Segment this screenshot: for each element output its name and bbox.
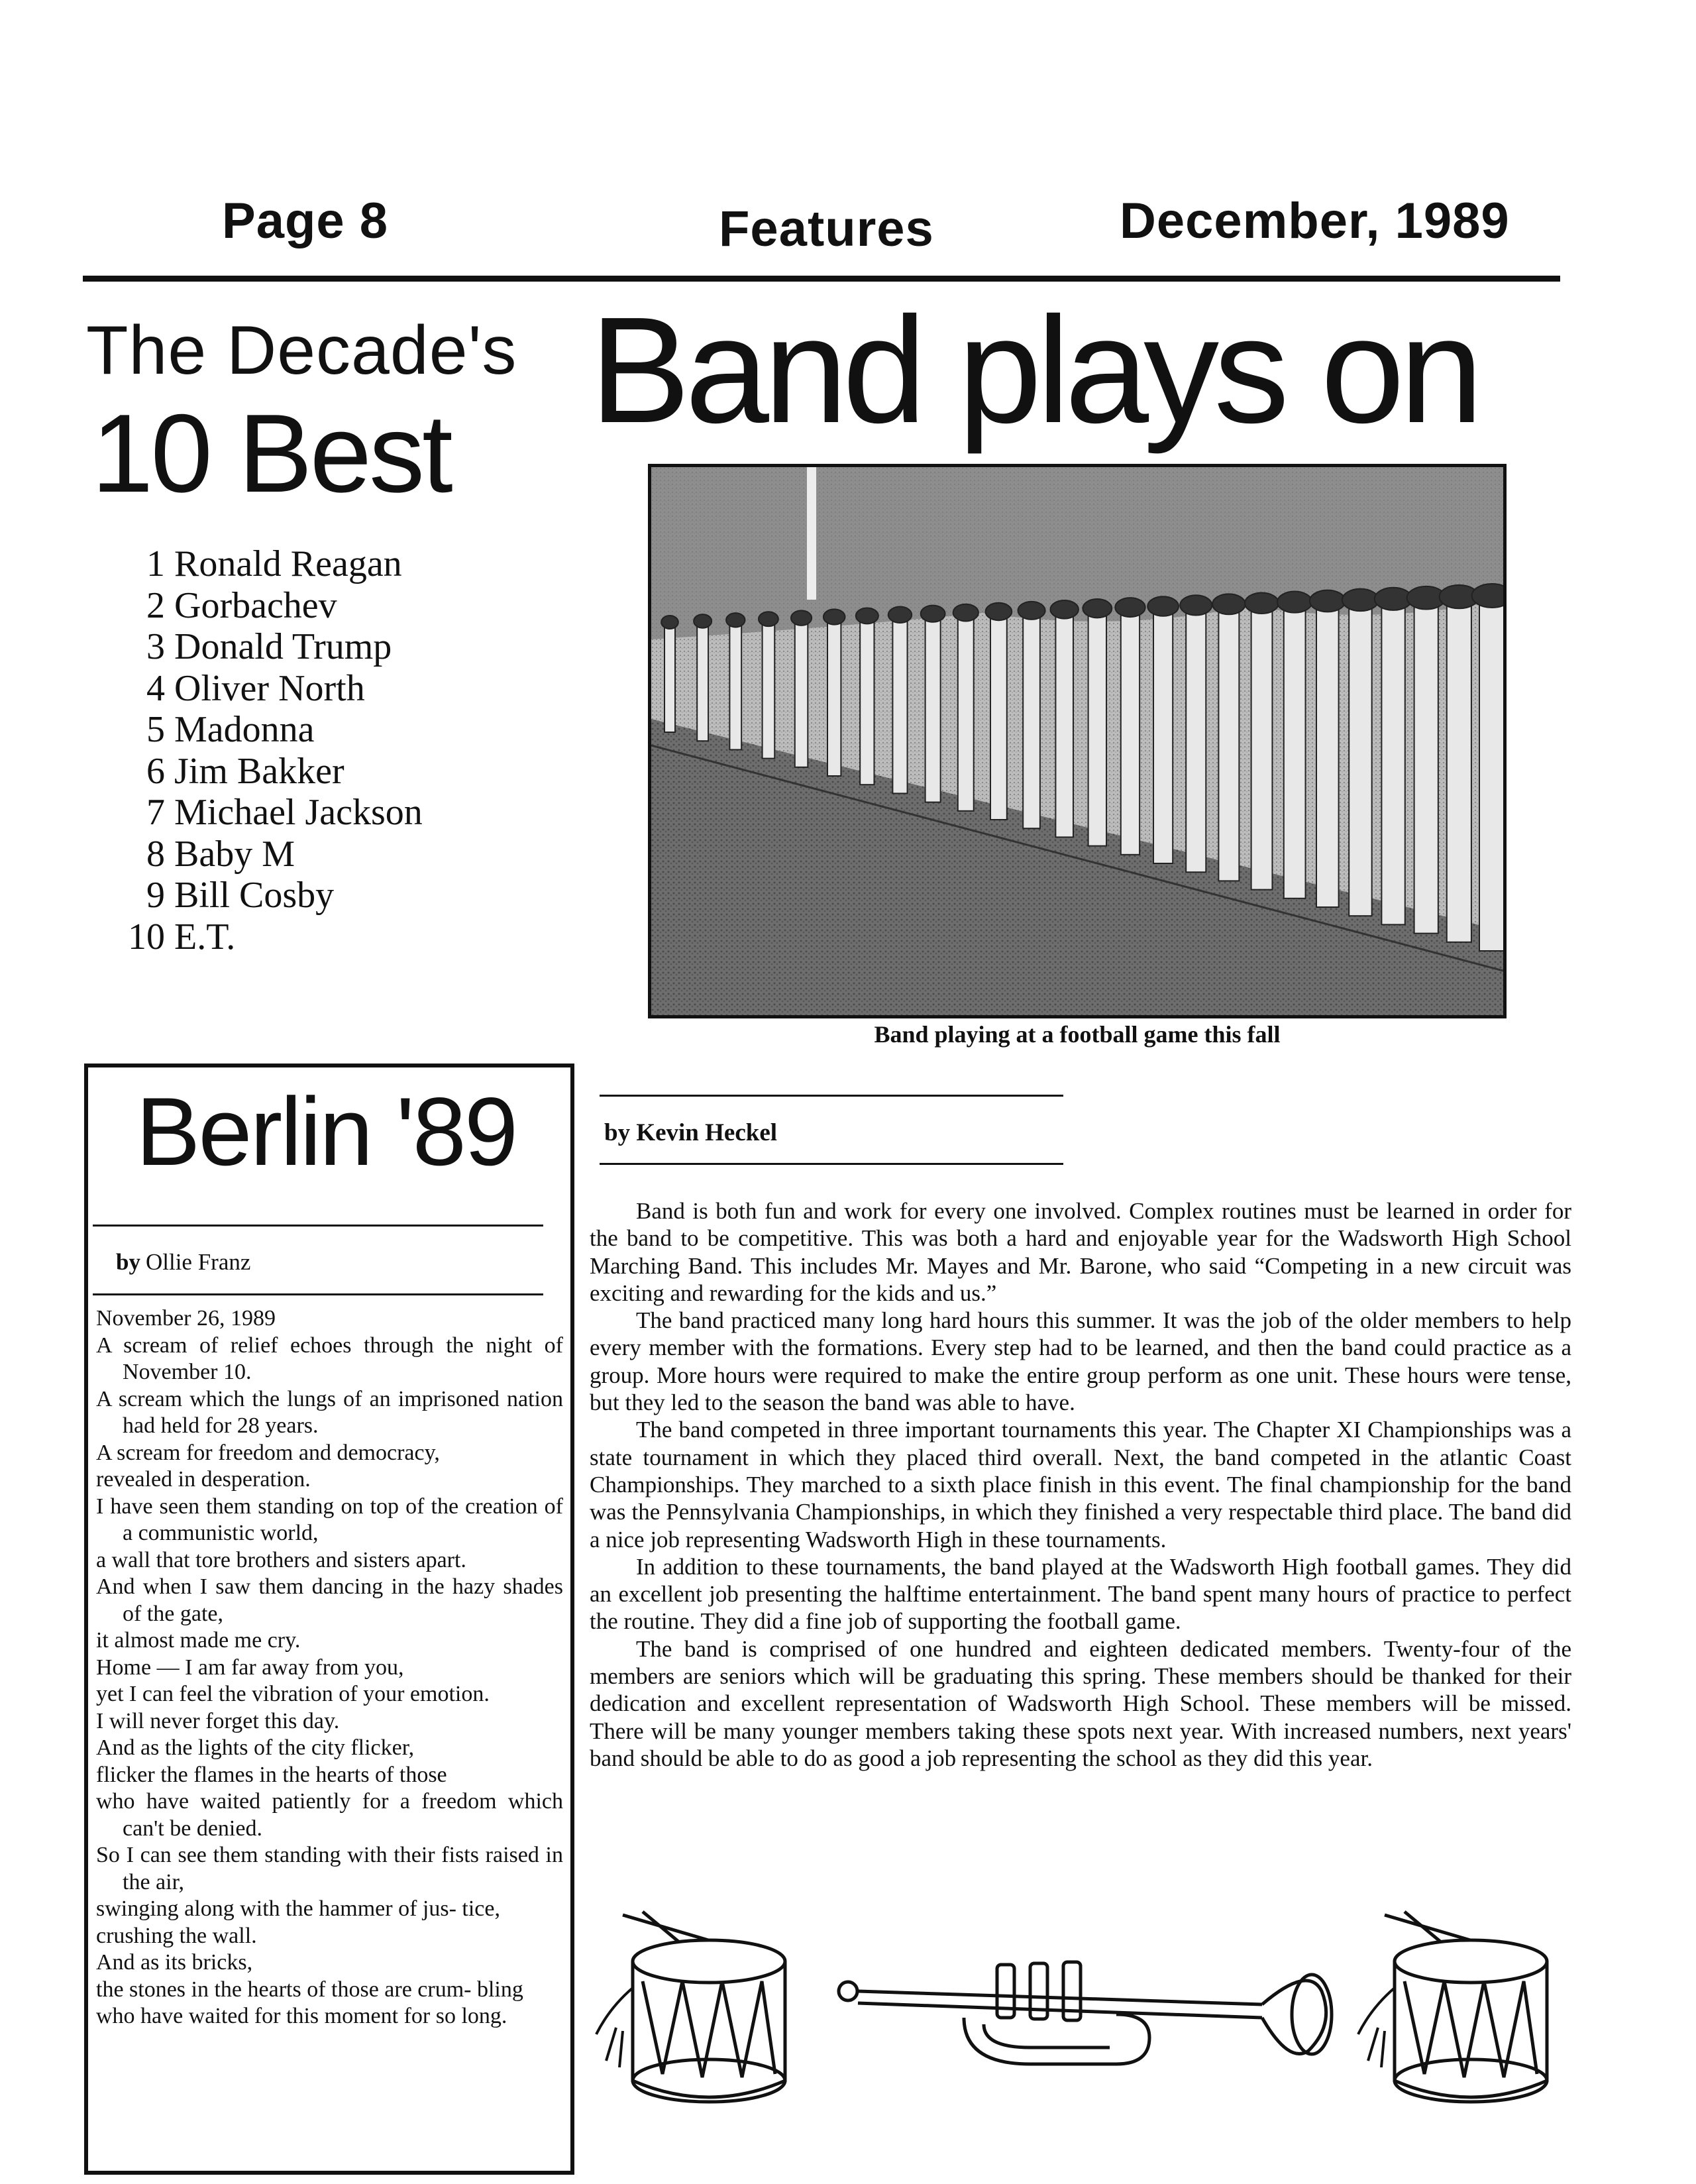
drum-icon xyxy=(583,1908,802,2120)
band-member-hat xyxy=(791,610,812,626)
band-member xyxy=(729,624,741,750)
poem-line: revealed in desperation. xyxy=(96,1467,311,1492)
list-item: 7 Michael Jackson xyxy=(146,792,423,833)
band-member xyxy=(1447,601,1471,942)
band-member xyxy=(795,622,808,767)
poem-line: A scream of relief echoes through the night of November 10. xyxy=(96,1333,563,1384)
band-member-hat xyxy=(1050,600,1078,619)
poem-line: crushing the wall. xyxy=(96,1923,257,1948)
berlin-rule-top xyxy=(93,1225,543,1227)
band-member xyxy=(990,616,1007,820)
berlin-byline: by Ollie Franz xyxy=(116,1249,251,1275)
band-photo xyxy=(648,464,1507,1018)
page-number: Page 8 xyxy=(222,193,389,249)
list-item: 4 Oliver North xyxy=(146,667,365,709)
poem-line: So I can see them standing with their fists raised in the air, xyxy=(96,1843,563,1894)
list-item: 6 Jim Bakker xyxy=(146,750,344,792)
poem-line: a wall that tore brothers and sisters apart. xyxy=(96,1547,466,1572)
article-paragraph: The band is comprised of one hundred and eighteen dedicated members. Twenty-four of the members are seniors which will be graduating this spring. These members should be thanked for their dedication and excellent representation of Wadsworth High School. These members will be missed. There will be many younger members taking these spots next year. With increased numbers, next years' band should be able to do as good a job representing the school as they did this year. xyxy=(590,1635,1571,1771)
poem-line: it almost made me cry. xyxy=(96,1628,301,1653)
trumpet-icon xyxy=(831,1951,1355,2084)
band-member-hat xyxy=(1180,595,1212,615)
poem-line: And when I saw them dancing in the hazy shades of the gate, xyxy=(96,1574,563,1626)
band-member-hat xyxy=(921,606,945,622)
poem-line: I have seen them standing on top of the creation of a communistic world, xyxy=(96,1494,563,1545)
drum-icon xyxy=(1345,1908,1557,2120)
band-member xyxy=(1251,607,1273,889)
poem-line: the stones in the hearts of those are crum- bling xyxy=(96,1977,523,2002)
band-member-hat xyxy=(953,604,979,622)
band-member xyxy=(697,625,708,741)
band-member xyxy=(1023,614,1040,828)
poem-line: yet I can feel the vibration of your emotion. xyxy=(96,1682,490,1706)
poem-line: A scream for freedom and democracy, xyxy=(96,1440,440,1465)
issue-date: December, 1989 xyxy=(1120,193,1510,249)
list-item: 10 E.T. xyxy=(128,916,236,957)
band-member xyxy=(664,626,675,732)
band-member-hat xyxy=(1245,592,1279,614)
poem-line: And as its bricks, xyxy=(96,1950,253,1975)
band-member-hat xyxy=(1342,589,1379,611)
band-member-hat xyxy=(1472,584,1503,608)
band-member-hat xyxy=(888,607,912,623)
list-item: 1 Ronald Reagan xyxy=(146,543,402,584)
list-item: 3 Donald Trump xyxy=(146,626,392,667)
band-member-hat xyxy=(1147,596,1179,616)
list-item: 2 Gorbachev xyxy=(146,584,337,626)
poem-line: Home — I am far away from you, xyxy=(96,1655,404,1680)
band-member xyxy=(1153,610,1173,863)
band-member xyxy=(763,623,775,758)
band-member xyxy=(1121,612,1140,855)
poem-line: I will never forget this day. xyxy=(96,1708,340,1733)
berlin-title: Berlin '89 xyxy=(136,1077,517,1185)
band-member xyxy=(1218,608,1239,881)
article-paragraph: The band competed in three important tournaments this year. The Chapter XI Championships was a state tournament in which they placed third overall. Next, the band competed in the atlantic Coast Championships. They marched to a sixth place finish in this event. The final championship for the band was the Pennsylvania Championships, in which they finished a very respectable third place. The band did a nice job representing Wadsworth High in these tournaments. xyxy=(590,1417,1571,1553)
band-member-hat xyxy=(1310,590,1346,612)
band-photo-illustration xyxy=(651,467,1503,1015)
poem-line: November 26, 1989 xyxy=(96,1306,276,1331)
article-paragraph: In addition to these tournaments, the band played at the Wadsworth High football games. They did an excellent job presenting the halftime entertainment. The band spent many hours of practice to perfect the routine. They did a fine job of supporting the football game. xyxy=(590,1553,1571,1635)
article-byline: by Kevin Heckel xyxy=(604,1119,778,1146)
poem-line: A scream which the lungs of an imprisoned nation had held for 28 years. xyxy=(96,1386,563,1438)
band-member-hat xyxy=(1115,598,1145,617)
section-title: Features xyxy=(719,201,934,257)
berlin-rule-bottom xyxy=(93,1293,543,1295)
band-member-hat xyxy=(1083,599,1112,618)
article-headline: Band plays on xyxy=(590,286,1479,455)
band-member-hat xyxy=(823,609,845,624)
byline-rule-bottom xyxy=(600,1163,1063,1165)
top10-list xyxy=(123,543,423,957)
top10-title-line1: The Decade's xyxy=(86,312,517,389)
article-paragraph: The band practiced many long hard hours this summer. It was the job of the older members to help every member with the formations. Every step had to be learned, and then the band could practice as a group. More hours were required to make the entire group perform as one unit. These hours were tense, but they led to the season the band was able to have. xyxy=(590,1307,1571,1416)
header-rule xyxy=(83,276,1560,282)
band-member xyxy=(892,619,907,794)
band-member xyxy=(1186,609,1206,872)
band-member xyxy=(1349,604,1371,916)
poem-line: flicker the flames in the hearts of those xyxy=(96,1762,447,1787)
band-member xyxy=(1381,603,1404,925)
poem-line: And as the lights of the city flicker, xyxy=(96,1735,415,1760)
article-paragraph: Band is both fun and work for every one involved. Complex routines must be learned in order for the band to be competitive. This was both a hard and enjoyable year for the Wadsworth High School Marching Band. This includes Mr. Mayes and Mr. Barone, who said “Competing in a new circuit was exciting and rewarding for the kids and us.” xyxy=(590,1198,1571,1306)
band-member xyxy=(1284,606,1306,899)
band-member-hat xyxy=(986,603,1012,620)
band-member-hat xyxy=(759,612,778,626)
band-member-hat xyxy=(856,608,878,624)
band-member-hat xyxy=(661,616,678,629)
list-item: 8 Baby M xyxy=(146,833,295,875)
band-member xyxy=(1055,614,1073,838)
band-member xyxy=(926,618,941,802)
band-member-hat xyxy=(694,614,712,628)
band-member-hat xyxy=(1277,592,1312,613)
band-member-hat xyxy=(1018,602,1045,620)
berlin-poem xyxy=(96,1305,563,2030)
list-item: 9 Bill Cosby xyxy=(146,875,335,916)
band-member xyxy=(958,617,974,811)
byline-rule-top xyxy=(600,1095,1063,1097)
poem-line: swinging along with the hammer of jus- tice, xyxy=(96,1896,500,1921)
photo-caption: Band playing at a football game this fall xyxy=(874,1021,1281,1048)
band-member xyxy=(1479,600,1503,951)
band-member xyxy=(1088,612,1106,846)
band-member-hat xyxy=(726,613,745,627)
poem-line: who have waited for this moment for so long. xyxy=(96,2004,507,2028)
band-member xyxy=(1316,605,1339,907)
band-member xyxy=(860,620,874,785)
poem-line: who have waited patiently for a freedom which can't be denied. xyxy=(96,1789,563,1841)
band-member-hat xyxy=(1212,594,1246,614)
article-body xyxy=(590,1197,1571,1772)
top10-title-line2: 10 Best xyxy=(91,391,450,516)
list-item: 5 Madonna xyxy=(146,709,315,750)
band-member xyxy=(827,621,841,776)
band-member xyxy=(1414,602,1438,933)
